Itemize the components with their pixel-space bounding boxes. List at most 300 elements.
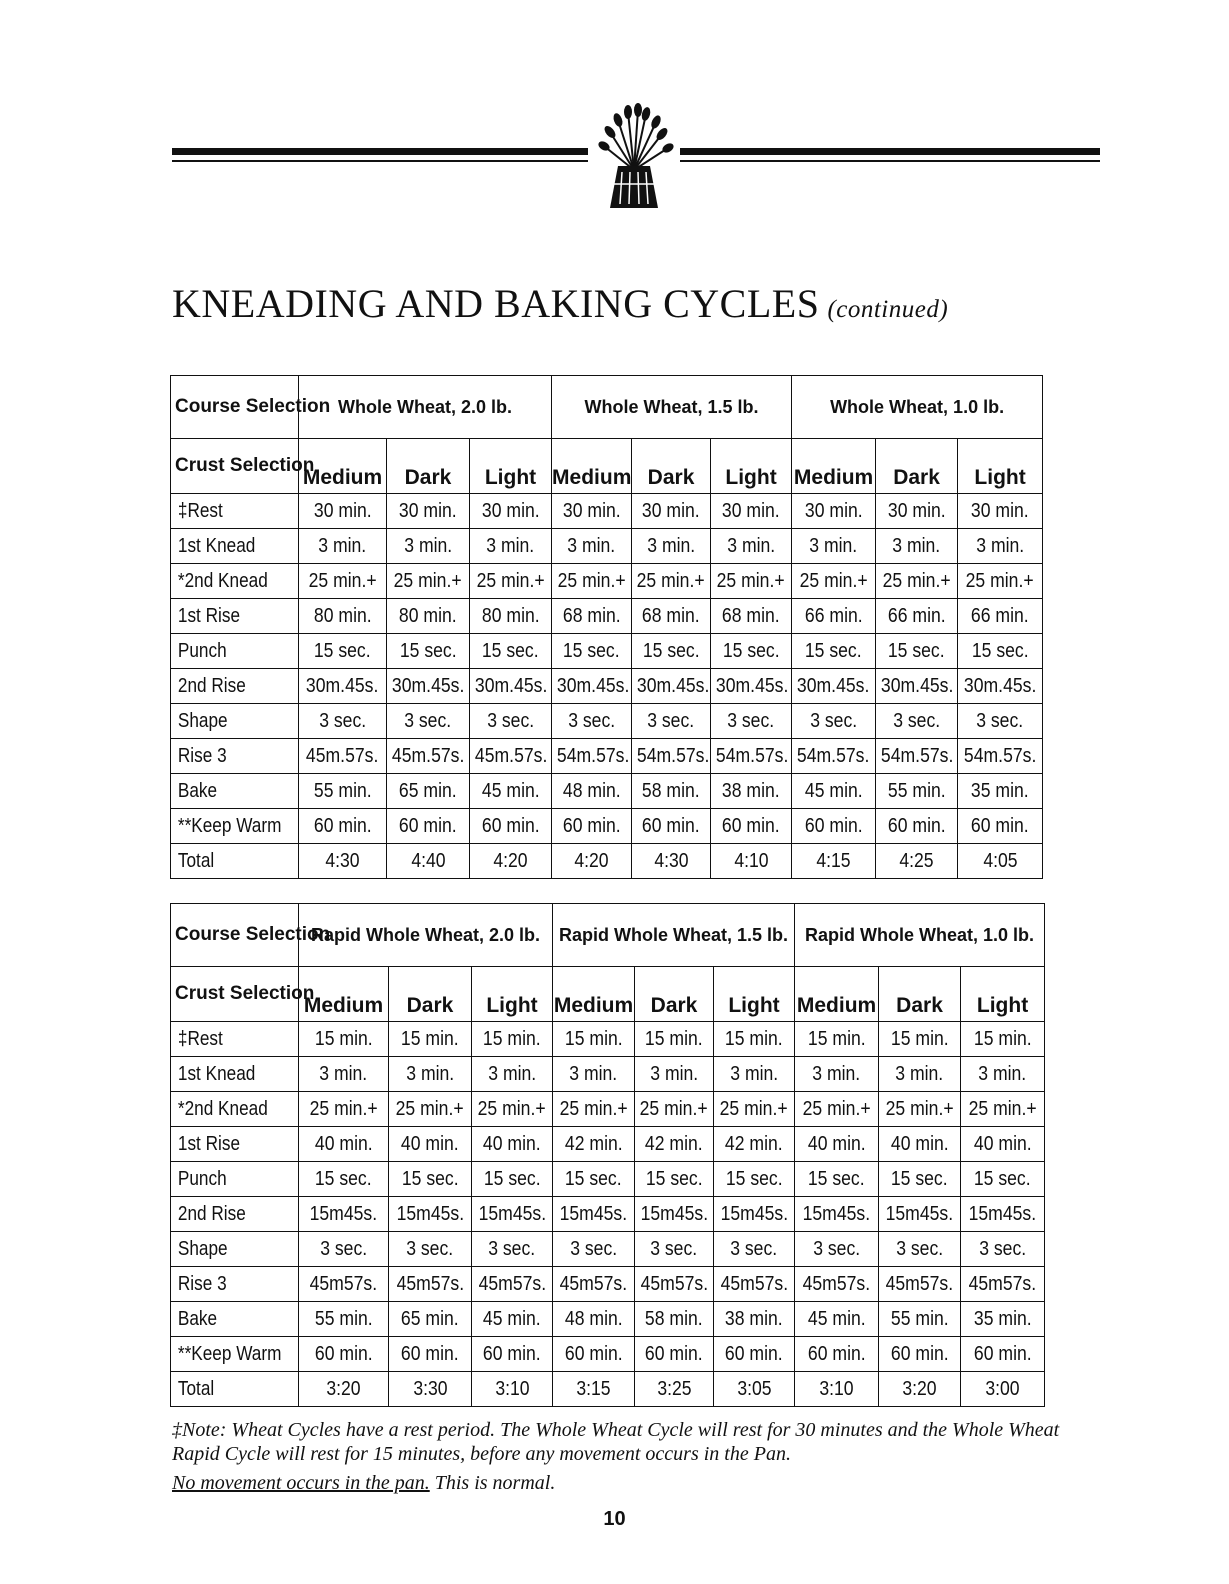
crust-header-cell: Light (961, 967, 1045, 1022)
table-cell (635, 1162, 714, 1197)
table-cell (389, 1022, 472, 1057)
cell-value: 3:10 (819, 1377, 854, 1400)
cell-value: 3:05 (736, 1377, 772, 1400)
cell-value: 54m.57s. (636, 744, 710, 767)
table-cell (552, 774, 632, 809)
cell-value: 4:40 (410, 849, 446, 872)
cell-value: 15 sec. (315, 1167, 372, 1190)
table-cell (792, 739, 876, 774)
step-label: **Keep Warm (177, 1342, 282, 1365)
cell-value: 15 sec. (805, 639, 862, 662)
table-cell (299, 1127, 389, 1162)
cell-value: 66 min. (887, 604, 946, 627)
cell-value: 55 min. (887, 779, 946, 802)
cell-value: 42 min. (564, 1132, 623, 1155)
table-cell (299, 669, 387, 704)
table-cell (714, 1337, 795, 1372)
step-label-cell (171, 1267, 299, 1302)
cell-value: 3 min. (569, 1062, 618, 1085)
table-cell (472, 1372, 553, 1407)
cell-value: 15m45s. (720, 1202, 788, 1225)
rapid-whole-wheat-cycle-table (170, 903, 1045, 1407)
table-cell (470, 494, 552, 529)
step-label: Shape (177, 709, 228, 732)
crust-header-cell: Light (711, 439, 792, 494)
cell-value: 3 sec. (730, 1237, 778, 1260)
cell-value: 3 sec. (810, 709, 858, 732)
cell-value: 3 min. (319, 1062, 368, 1085)
cell-value: 25 min.+ (557, 569, 626, 592)
table-cell (879, 1372, 961, 1407)
table-cell (299, 809, 387, 844)
table-cell (879, 1197, 961, 1232)
cell-value: 25 min.+ (885, 1097, 954, 1120)
table-cell (632, 774, 711, 809)
cell-value: 60 min. (313, 814, 372, 837)
table-cell (387, 529, 470, 564)
table-cell (792, 774, 876, 809)
table-cell (387, 704, 470, 739)
table-cell (714, 1232, 795, 1267)
cell-value: 45m57s. (885, 1272, 954, 1295)
cell-value: 15m45s. (396, 1202, 464, 1225)
cell-value: 3 min. (567, 534, 616, 557)
cell-value: 60 min. (562, 814, 621, 837)
cell-value: 15 sec. (722, 639, 780, 662)
table-row (171, 1302, 1045, 1337)
table-cell (472, 1302, 553, 1337)
cell-value: 15 sec. (888, 639, 945, 662)
step-label-cell (171, 564, 299, 599)
table-cell (553, 1197, 635, 1232)
table-cell (714, 1302, 795, 1337)
table-cell (958, 844, 1043, 879)
cell-value: 30 min. (722, 499, 780, 522)
cell-value: 40 min. (483, 1132, 541, 1155)
step-label-cell (171, 809, 299, 844)
table-cell (299, 494, 387, 529)
table-cell (632, 844, 711, 879)
cell-value: 60 min. (725, 1342, 783, 1365)
step-label: 1st Rise (177, 1132, 241, 1155)
cell-value: 3 min. (647, 534, 695, 557)
cell-value: 4:20 (574, 849, 609, 872)
cell-value: 15m45s. (559, 1202, 628, 1225)
cell-value: 25 min.+ (799, 569, 868, 592)
cell-value: 3 min. (727, 534, 776, 557)
cell-value: 3 sec. (979, 1237, 1027, 1260)
cell-value: 45m.57s. (306, 744, 379, 767)
step-label: Punch (177, 1167, 227, 1190)
table-row (171, 529, 1043, 564)
step-label: ‡Rest (177, 499, 223, 522)
cell-value: 3 sec. (647, 709, 695, 732)
table-cell (387, 564, 470, 599)
crust-header-cell: Medium (299, 439, 387, 494)
cell-value: 3 sec. (319, 709, 366, 732)
table-cell (961, 1372, 1045, 1407)
course-group-header: Whole Wheat, 2.0 lb. (299, 376, 552, 439)
step-label: *2nd Knead (177, 569, 268, 592)
table-cell (299, 1302, 389, 1337)
course-group-header: Rapid Whole Wheat, 2.0 lb. (299, 904, 553, 967)
table-cell (470, 774, 552, 809)
step-label-cell (171, 599, 299, 634)
cell-value: 66 min. (804, 604, 863, 627)
cell-value: 30 min. (399, 499, 457, 522)
table-cell (387, 634, 470, 669)
table-cell (387, 599, 470, 634)
table-cell (387, 669, 470, 704)
cell-value: 15 min. (483, 1027, 541, 1050)
cell-value: 30m.45s. (556, 674, 630, 697)
table-cell (876, 599, 958, 634)
table-cell (632, 599, 711, 634)
step-label: Bake (177, 1307, 218, 1330)
table-cell (553, 1127, 635, 1162)
course-selection-label: Course Selection (171, 376, 299, 439)
cell-value: 25 min.+ (640, 1097, 709, 1120)
table-cell (632, 739, 711, 774)
table-row (171, 1092, 1045, 1127)
table-cell (472, 1267, 553, 1302)
cell-value: 60 min. (314, 1342, 373, 1365)
table-cell (472, 1057, 553, 1092)
table-cell (795, 1267, 879, 1302)
rest-period-note: ‡Note: Wheat Cycles have a rest period. The Whole Wheat Cycle will rest for 30 minutes and the Whole Wheat Rapid Cycle will rest for 15 minutes, before any movement occurs in the Pan. (172, 1419, 1060, 1465)
cell-value: 3:20 (902, 1377, 937, 1400)
table-cell (795, 1302, 879, 1337)
table-row (171, 494, 1043, 529)
cell-value: 25 min.+ (882, 569, 951, 592)
table-cell (472, 1197, 553, 1232)
table-cell (632, 704, 711, 739)
cell-value: 45m57s. (968, 1272, 1037, 1295)
table-cell (387, 809, 470, 844)
cell-value: 45m57s. (640, 1272, 708, 1295)
table-cell (792, 669, 876, 704)
table-cell (711, 844, 792, 879)
table-cell (879, 1337, 961, 1372)
table-cell (552, 634, 632, 669)
cell-value: 3 min. (978, 1062, 1027, 1085)
cell-value: 15 sec. (401, 1167, 459, 1190)
table-cell (470, 599, 552, 634)
table-row (171, 1127, 1045, 1162)
table-cell (632, 494, 711, 529)
table-cell (961, 1162, 1045, 1197)
table-cell (553, 1372, 635, 1407)
table-cell (714, 1022, 795, 1057)
table-cell (299, 844, 387, 879)
table-cell (792, 704, 876, 739)
table-cell (879, 1302, 961, 1337)
cell-value: 68 min. (562, 604, 621, 627)
table-row (171, 809, 1043, 844)
step-label: Total (177, 849, 215, 872)
cell-value: 40 min. (890, 1132, 949, 1155)
cell-value: 30m.45s. (474, 674, 548, 697)
cell-value: 58 min. (642, 779, 700, 802)
cell-value: 15 sec. (483, 1167, 541, 1190)
cell-value: 15 sec. (808, 1167, 865, 1190)
table-cell (552, 564, 632, 599)
crust-header-cell: Medium (795, 967, 879, 1022)
cell-value: 3 min. (809, 534, 858, 557)
table-row (171, 1057, 1045, 1092)
table-cell (553, 1092, 635, 1127)
cell-value: 3 sec. (404, 709, 452, 732)
cell-value: 25 min.+ (309, 1097, 378, 1120)
table-cell (635, 1337, 714, 1372)
table-cell (958, 529, 1043, 564)
cell-value: 3 sec. (320, 1237, 367, 1260)
table-cell (879, 1232, 961, 1267)
table-cell (472, 1022, 553, 1057)
crust-header-cell: Dark (632, 439, 711, 494)
table-cell (552, 739, 632, 774)
cell-value: 15m45s. (968, 1202, 1037, 1225)
cell-value: 45m57s. (720, 1272, 788, 1295)
table-cell (472, 1232, 553, 1267)
step-label-cell (171, 704, 299, 739)
crust-selection-label: Crust Selection (171, 967, 299, 1022)
table-cell (552, 704, 632, 739)
step-label: 1st Knead (177, 1062, 256, 1085)
cell-value: 54m.57s. (715, 744, 789, 767)
cell-value: 45 min. (804, 779, 863, 802)
table-cell (961, 1337, 1045, 1372)
cell-value: 40 min. (401, 1132, 459, 1155)
cell-value: 3:15 (576, 1377, 611, 1400)
table-cell (711, 599, 792, 634)
course-header-row (171, 904, 1045, 967)
cell-value: 3:00 (985, 1377, 1020, 1400)
table-cell (299, 1197, 389, 1232)
cell-value: 35 min. (971, 779, 1029, 802)
cell-value: 35 min. (973, 1307, 1032, 1330)
cell-value: 4:05 (982, 849, 1018, 872)
table-cell (714, 1197, 795, 1232)
table-cell (635, 1232, 714, 1267)
cell-value: 3 sec. (570, 1237, 617, 1260)
step-label-cell (171, 1127, 299, 1162)
table-cell (299, 599, 387, 634)
table-cell (958, 634, 1043, 669)
table-cell (635, 1372, 714, 1407)
table-cell (714, 1372, 795, 1407)
table-cell (876, 494, 958, 529)
cell-value: 15 sec. (482, 639, 539, 662)
step-label-cell (171, 1302, 299, 1337)
table-cell (552, 809, 632, 844)
cell-value: 45m57s. (802, 1272, 871, 1295)
step-label-cell (171, 739, 299, 774)
step-label: 2nd Rise (177, 674, 246, 697)
cell-value: 25 min.+ (720, 1097, 789, 1120)
table-cell (472, 1127, 553, 1162)
crust-header-row (171, 967, 1045, 1022)
table-cell (553, 1057, 635, 1092)
table-cell (961, 1267, 1045, 1302)
table-cell (879, 1267, 961, 1302)
table-cell (958, 599, 1043, 634)
cell-value: 40 min. (973, 1132, 1032, 1155)
table-cell (876, 739, 958, 774)
table-cell (714, 1127, 795, 1162)
table-cell (792, 564, 876, 599)
table-cell (389, 1232, 472, 1267)
cell-value: 60 min. (564, 1342, 623, 1365)
step-label: Total (177, 1377, 215, 1400)
cell-value: 25 min.+ (395, 1097, 464, 1120)
table-cell (879, 1092, 961, 1127)
cell-value: 15m45s. (309, 1202, 378, 1225)
cell-value: 45m57s. (559, 1272, 628, 1295)
table-cell (711, 564, 792, 599)
table-cell (299, 1267, 389, 1302)
cell-value: 40 min. (807, 1132, 866, 1155)
cell-value: 55 min. (313, 779, 372, 802)
cell-value: 3 min. (318, 534, 367, 557)
cell-value: 3 min. (892, 534, 941, 557)
cell-value: 3 sec. (568, 709, 616, 732)
cell-value: 60 min. (890, 1342, 949, 1365)
course-group-header: Whole Wheat, 1.0 lb. (792, 376, 1043, 439)
table-cell (635, 1057, 714, 1092)
whole-wheat-cycle-table (170, 375, 1043, 879)
table-cell (299, 1092, 389, 1127)
table-cell (553, 1337, 635, 1372)
cell-value: 3 min. (404, 534, 452, 557)
cell-value: 30m.45s. (797, 674, 870, 697)
table-row (171, 1267, 1045, 1302)
table-cell (876, 669, 958, 704)
table-cell (879, 1022, 961, 1057)
table-cell (961, 1232, 1045, 1267)
table-cell (470, 669, 552, 704)
table-cell (792, 529, 876, 564)
cell-value: 65 min. (399, 779, 457, 802)
cell-value: 45m57s. (478, 1272, 546, 1295)
cell-value: 45m57s. (396, 1272, 464, 1295)
step-label-cell (171, 774, 299, 809)
movement-note (172, 1472, 555, 1495)
cell-value: 30m.45s. (715, 674, 789, 697)
table-cell (552, 529, 632, 564)
cell-value: 3 min. (488, 1062, 536, 1085)
crust-header-cell: Light (472, 967, 553, 1022)
table-cell (299, 1057, 389, 1092)
table-row (171, 704, 1043, 739)
cell-value: 60 min. (399, 814, 457, 837)
cell-value: 60 min. (887, 814, 946, 837)
cell-value: 3:30 (412, 1377, 448, 1400)
table-cell (714, 1092, 795, 1127)
cell-value: 60 min. (971, 814, 1029, 837)
table-cell (876, 844, 958, 879)
step-label-cell (171, 1092, 299, 1127)
table-cell (470, 739, 552, 774)
cell-value: 60 min. (807, 1342, 866, 1365)
table-cell (470, 634, 552, 669)
crust-header-cell: Light (470, 439, 552, 494)
crust-header-cell: Dark (879, 967, 961, 1022)
table-row (171, 1162, 1045, 1197)
table-cell (635, 1022, 714, 1057)
cell-value: 15 min. (890, 1027, 949, 1050)
table-cell (299, 704, 387, 739)
movement-note-tail: This is normal. (434, 1472, 556, 1494)
cell-value: 4:15 (816, 849, 851, 872)
table-cell (958, 809, 1043, 844)
cell-value: 54m.57s. (797, 744, 870, 767)
table-cell (389, 1057, 472, 1092)
step-label-cell (171, 1057, 299, 1092)
table-cell (299, 634, 387, 669)
wheat-sheaf-icon (588, 100, 680, 210)
cell-value: 45m57s. (309, 1272, 378, 1295)
cell-value: 3 sec. (406, 1237, 454, 1260)
movement-note-underlined: No movement occurs in the pan. (172, 1472, 430, 1494)
table-cell (472, 1337, 553, 1372)
table-cell (958, 774, 1043, 809)
table-cell (389, 1127, 472, 1162)
step-label-cell (171, 1162, 299, 1197)
table-cell (553, 1022, 635, 1057)
cell-value: 42 min. (645, 1132, 703, 1155)
table-cell (553, 1267, 635, 1302)
step-label: Punch (177, 639, 227, 662)
table-cell (470, 809, 552, 844)
crust-header-cell: Dark (876, 439, 958, 494)
cell-value: 25 min.+ (393, 569, 462, 592)
table-cell (876, 564, 958, 599)
cell-value: 15 min. (807, 1027, 866, 1050)
table-row (171, 669, 1043, 704)
step-label-cell (171, 529, 299, 564)
cell-value: 3 sec. (896, 1237, 944, 1260)
table-cell (714, 1267, 795, 1302)
cell-value: 38 min. (725, 1307, 783, 1330)
step-label-cell (171, 494, 299, 529)
step-label: 1st Knead (177, 534, 256, 557)
table-cell (389, 1197, 472, 1232)
cell-value: 25 min.+ (559, 1097, 628, 1120)
table-row (171, 844, 1043, 879)
table-cell (876, 529, 958, 564)
table-cell (299, 564, 387, 599)
table-cell (795, 1057, 879, 1092)
cell-value: 3 sec. (650, 1237, 698, 1260)
table-cell (389, 1302, 472, 1337)
crust-header-cell: Light (958, 439, 1043, 494)
table-cell (552, 494, 632, 529)
step-label: **Keep Warm (177, 814, 282, 837)
crust-selection-label: Crust Selection (171, 439, 299, 494)
step-label: Rise 3 (177, 744, 227, 767)
cell-value: 55 min. (314, 1307, 373, 1330)
table-cell (387, 844, 470, 879)
table-cell (632, 669, 711, 704)
cell-value: 4:25 (899, 849, 934, 872)
table-cell (299, 739, 387, 774)
step-label: 1st Rise (177, 604, 241, 627)
table-cell (635, 1302, 714, 1337)
table-cell (714, 1162, 795, 1197)
table-row (171, 634, 1043, 669)
cell-value: 15 min. (725, 1027, 783, 1050)
